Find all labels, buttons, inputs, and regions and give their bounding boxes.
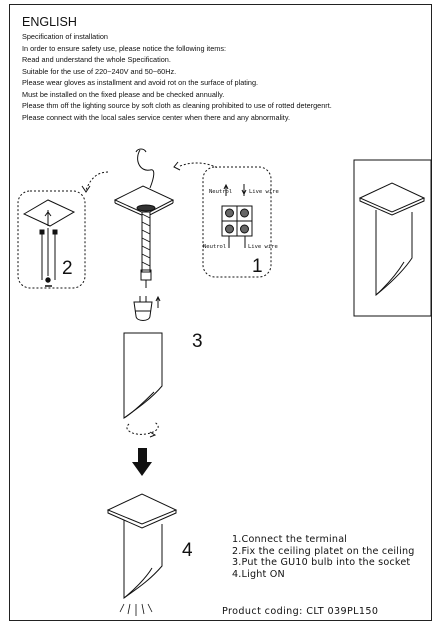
step-number-1: 1 xyxy=(252,256,263,277)
step-text: 1.Connect the terminal xyxy=(232,534,348,545)
spec-line: Must be installed on the fixed please and be checked annually. xyxy=(22,89,225,99)
spec-line: Specification of installation xyxy=(22,32,108,41)
live-label-top: Live wire xyxy=(249,189,279,195)
product-code: Product coding: CLT 039PL150 xyxy=(222,606,379,617)
step-number-4: 4 xyxy=(182,540,193,561)
step-number-2: 2 xyxy=(62,258,73,279)
gu10-bulb-illustration xyxy=(134,296,160,321)
assembled-lamp-illustration xyxy=(108,494,176,616)
step-text: 2.Fix the ceiling platet on the ceiling xyxy=(232,545,415,557)
ceiling-plate-cable-illustration xyxy=(115,149,173,288)
step-text: 3.Put the GU10 bulb into the socket xyxy=(232,557,411,569)
spec-line: Suitable for the use of 220~240V and 50~60Hz. xyxy=(22,66,177,76)
language-heading: ENGLISH xyxy=(22,15,77,29)
live-label-bottom: Live wire xyxy=(248,244,278,250)
down-arrow-icon xyxy=(132,448,152,476)
spec-line: Please connect with the local sales service center when there and any abnormality. xyxy=(22,112,290,122)
lamp-body-illustration xyxy=(124,333,162,437)
spec-line: Read and understand the whole Specification. xyxy=(22,55,171,64)
product-overview-illustration xyxy=(354,160,431,316)
mounting-screws-illustration xyxy=(18,191,85,288)
neutral-label-bottom: Neutrol xyxy=(203,244,227,250)
spec-line: In order to ensure safety use, please notice the following items: xyxy=(22,43,227,53)
spec-line: Please thm off the lighting source by soft cloth as cleaning prohibited to use of rotted detergenrt. xyxy=(22,101,332,110)
step-text: 4.Light ON xyxy=(232,568,285,580)
step-number-3: 3 xyxy=(192,331,203,352)
installation-steps xyxy=(232,534,415,580)
neutral-label-top: Neutrol xyxy=(209,189,233,195)
spec-line: Please wear gloves as installment and avoid rot on the surface of plating. xyxy=(22,78,259,87)
